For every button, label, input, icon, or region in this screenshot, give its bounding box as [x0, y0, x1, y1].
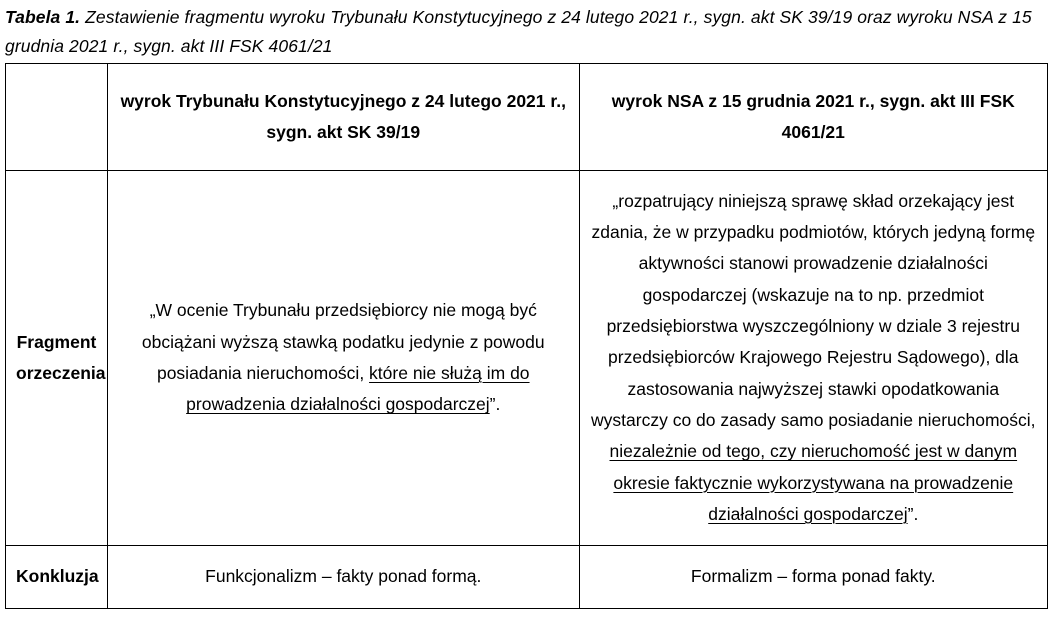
fragment-row	[6, 171, 1048, 546]
caption-label: Tabela 1.	[5, 7, 81, 27]
header-tk-judgment: wyrok Trybunału Konstytucyjnego z 24 lutego 2021 r., sygn. akt SK 39/19	[107, 64, 579, 171]
fragment-nsa-end: ”.	[907, 503, 919, 524]
fragment-nsa-text: „rozpatrujący niniejszą sprawę skład orzekający jest zdania, że w przypadku podmiotów, których jedyną formę aktywności stanowi prowadzenie działalności gospodarczej (wskazuje na to np. przedmiot przedsiębiorstwa wyszczególniony w dziale 3 rejestru przedsiębiorców Krajowego Rejestru Sądowego), dla zastosowania najwyższej stawki opodatkowania wystarczy co do zasady samo posiadanie nieruchomości,	[591, 190, 1036, 430]
header-nsa-judgment: wyrok NSA z 15 grudnia 2021 r., sygn. akt III FSK 4061/21	[579, 64, 1047, 171]
header-row	[6, 64, 1048, 171]
fragment-row-label: Fragment orzeczenia	[6, 171, 108, 546]
caption-text: Zestawienie fragmentu wyroku Trybunału Konstytucyjnego z 24 lutego 2021 r., sygn. akt SK 39/19 oraz wyroku NSA z 15 grudnia 2021 r., sygn. akt III FSK 4061/21	[5, 7, 1032, 56]
conclusion-tk-cell: Funkcjonalizm – fakty ponad formą.	[107, 546, 579, 609]
fragment-tk-text: „W ocenie Trybunału przedsiębiorcy nie mogą być obciążani wyższą stawką podatku jedynie z powodu posiadania nieruchomości,	[141, 300, 545, 383]
comparison-table	[5, 63, 1048, 609]
fragment-tk-cell	[107, 171, 579, 546]
fragment-tk-end: ”.	[489, 394, 501, 415]
conclusion-row	[6, 546, 1048, 609]
conclusion-nsa-cell: Formalizm – forma ponad fakty.	[579, 546, 1047, 609]
fragment-tk-underlined: które nie służą im do prowadzenia działalności gospodarczej	[186, 363, 530, 415]
header-corner-cell	[6, 64, 108, 171]
fragment-nsa-underlined: niezależnie od tego, czy nieruchomość jest w danym okresie faktycznie wykorzystywana na prowadzenie działalności gospodarczej	[609, 441, 1018, 524]
table-caption	[5, 3, 1045, 61]
conclusion-row-label: Konkluzja	[6, 546, 108, 609]
fragment-nsa-cell	[579, 171, 1047, 546]
